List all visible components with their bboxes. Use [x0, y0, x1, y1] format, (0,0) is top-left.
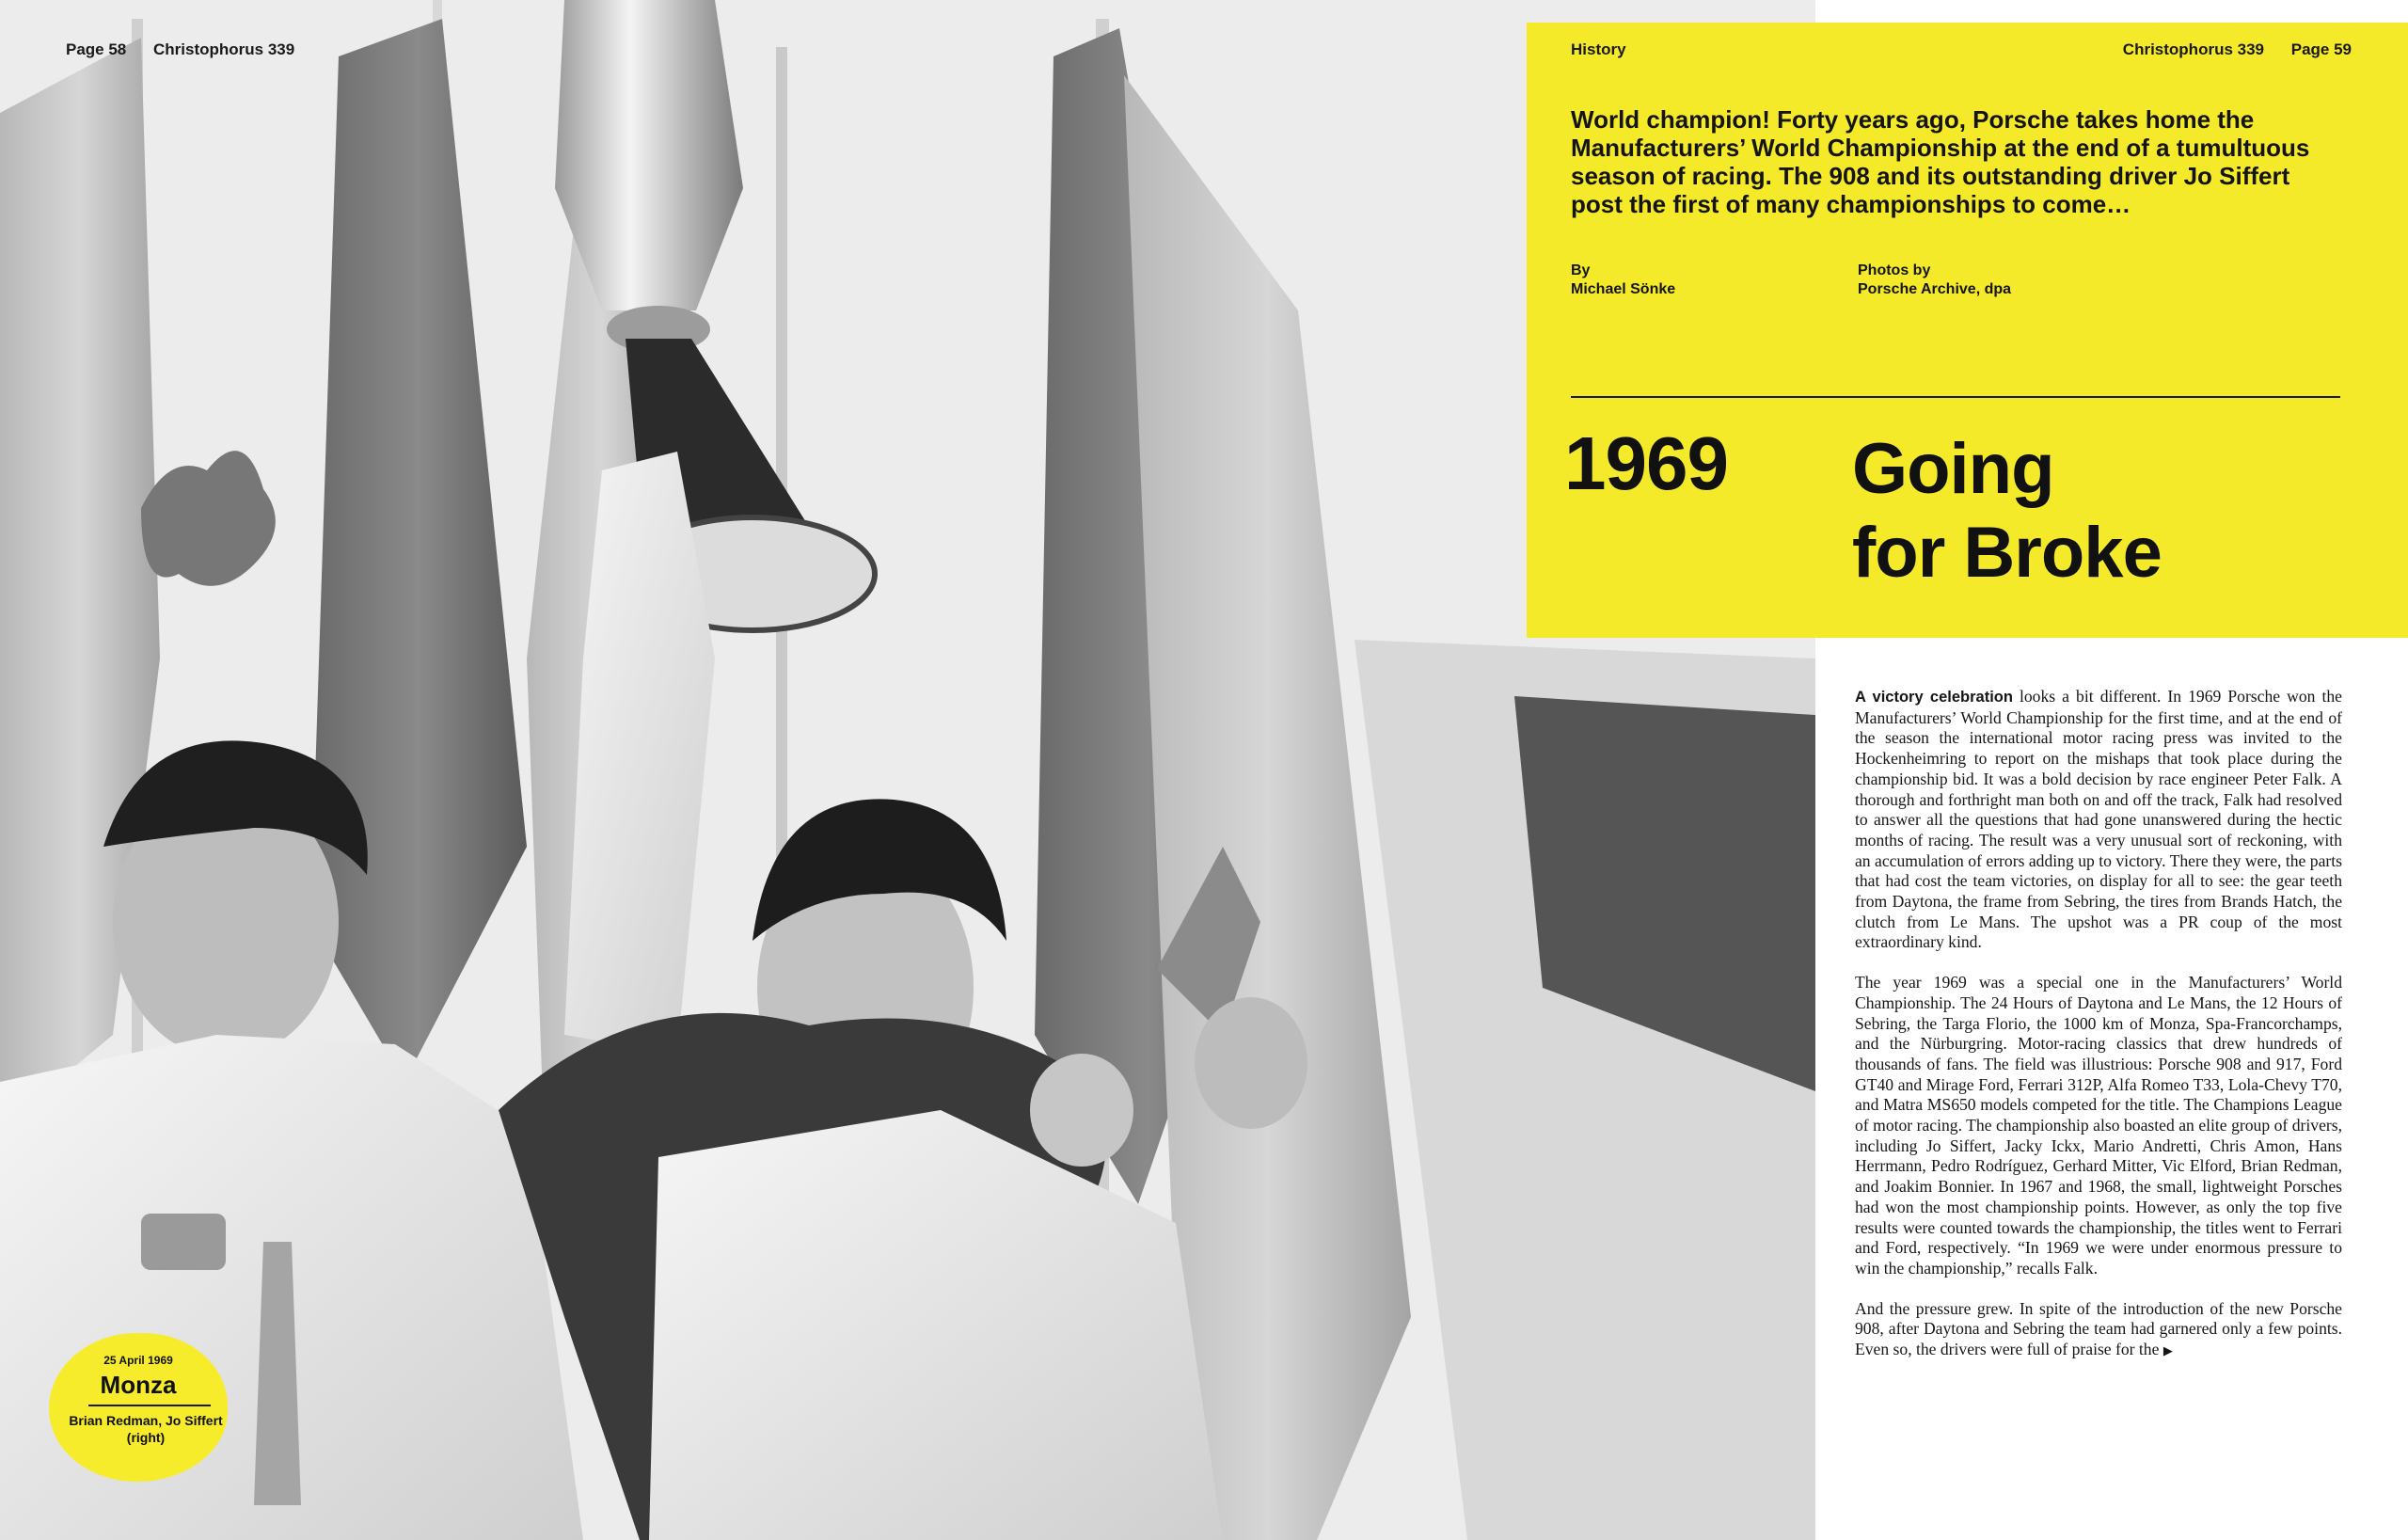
section-label: History: [1571, 40, 1626, 58]
continue-arrow-icon: ▶: [2162, 1343, 2173, 1358]
caption-people: Brian Redman, Jo Siffert (right): [69, 1413, 223, 1445]
magazine-issue-left: Christophorus 339: [153, 40, 295, 58]
author-name: Michael Sönke: [1571, 281, 1676, 297]
page-number-right: Page 59: [2290, 40, 2352, 58]
photo-caption-badge: [49, 1333, 228, 1482]
caption-divider: [88, 1405, 211, 1406]
paragraph-3-text: And the pressure grew. In spite of the introduction of the new Porsche 908, after Daytona and Sebring the team had garnered only a few points. Even so, the drivers were full of praise for the: [1855, 1298, 2342, 1359]
caption-date: 25 April 1969: [103, 1354, 173, 1367]
headline-line-2: for Broke: [1852, 513, 2162, 593]
photo-credit: [1858, 262, 2011, 299]
article-year: 1969: [1564, 421, 1728, 505]
paragraph-lead-in: A victory celebration: [1855, 689, 2013, 706]
article-paragraph-1: [1855, 687, 2342, 953]
article-paragraph-2: The year 1969 was a special one in the Manufacturers’ World Championship. The 24 Hours of Daytona and Le Mans, the 12 Hours of Sebring, the Targa Florio, the 1000 km of Monza, Spa-Francorchamps, and the Nürburgring. Motor-racing classics that drew hundreds of thousands of fans. The field was illustrious: Porsche 908 and 917, Ford GT40 and Mirage Ford, Ferrari 312P, Alfa Romeo T33, Lola-Chevy T70, and Matra MS650 models competed for the title. The Champions League of motor racing. The championship also boasted an elite group of drivers, including Jo Siffert, Jacky Ickx, Mario Andretti, Chris Amon, Hans Herrmann, Pedro Rodríguez, Gerhard Mitter, Vic Elford, Brian Redman, and Joakim Bonnier. In 1967 and 1968, the small, lightweight Porsches had won the most championship points. However, as only the top five results were counted towards the championship, the titles went to Ferrari and Ford, respectively. “In 1969 we were under enormous pressure to win the championship,” recalls Falk.: [1855, 973, 2342, 1278]
article-headline: [1852, 427, 2341, 595]
author-credit: [1571, 262, 1675, 299]
magazine-issue-right: Christophorus 339: [2122, 40, 2264, 58]
caption-location: Monza: [100, 1371, 177, 1399]
page-number-left: Page 58: [66, 40, 127, 58]
divider-rule: [1571, 396, 2340, 398]
intro-standfirst: World champion! Forty years ago, Porsche takes home the Manufacturers’ World Championship at the end of a tumultuous season of racing. The 908 and its outstanding driver Jo Siffert post the first of many championships to come…: [1571, 105, 2310, 218]
intro-panel: [1527, 23, 2408, 638]
photo-credit-label: Photos by: [1858, 262, 1931, 278]
article-paragraph-3: [1855, 1299, 2342, 1361]
photo-credit-names: Porsche Archive, dpa: [1858, 281, 2012, 297]
article-body: [1855, 687, 2342, 1381]
headline-line-1: Going: [1852, 429, 2054, 509]
author-label: By: [1571, 262, 1591, 278]
paragraph-1-text: looks a bit different. In 1969 Porsche won the Manufacturers’ World Championship for the first time, and at the end of the season the international motor racing press was invited to the Hockenheimring to report on the mishaps that took place during the championship bid. It was a bold decision by race engineer Peter Falk. A thorough and forthright man both on and off the track, Falk had resolved to answer all the questions that had gone unanswered during the hectic months of racing. The result was a very unusual sort of reckoning, with an accumulation of errors adding up to victory. There they were, the parts that had cost the team victories, on display for all to see: the gear teeth from Daytona, the frame from Sebring, the tires from Brands Hatch, the clutch from Le Mans. The upshot was a PR coup of the most extraordinary kind.: [1855, 687, 2342, 952]
